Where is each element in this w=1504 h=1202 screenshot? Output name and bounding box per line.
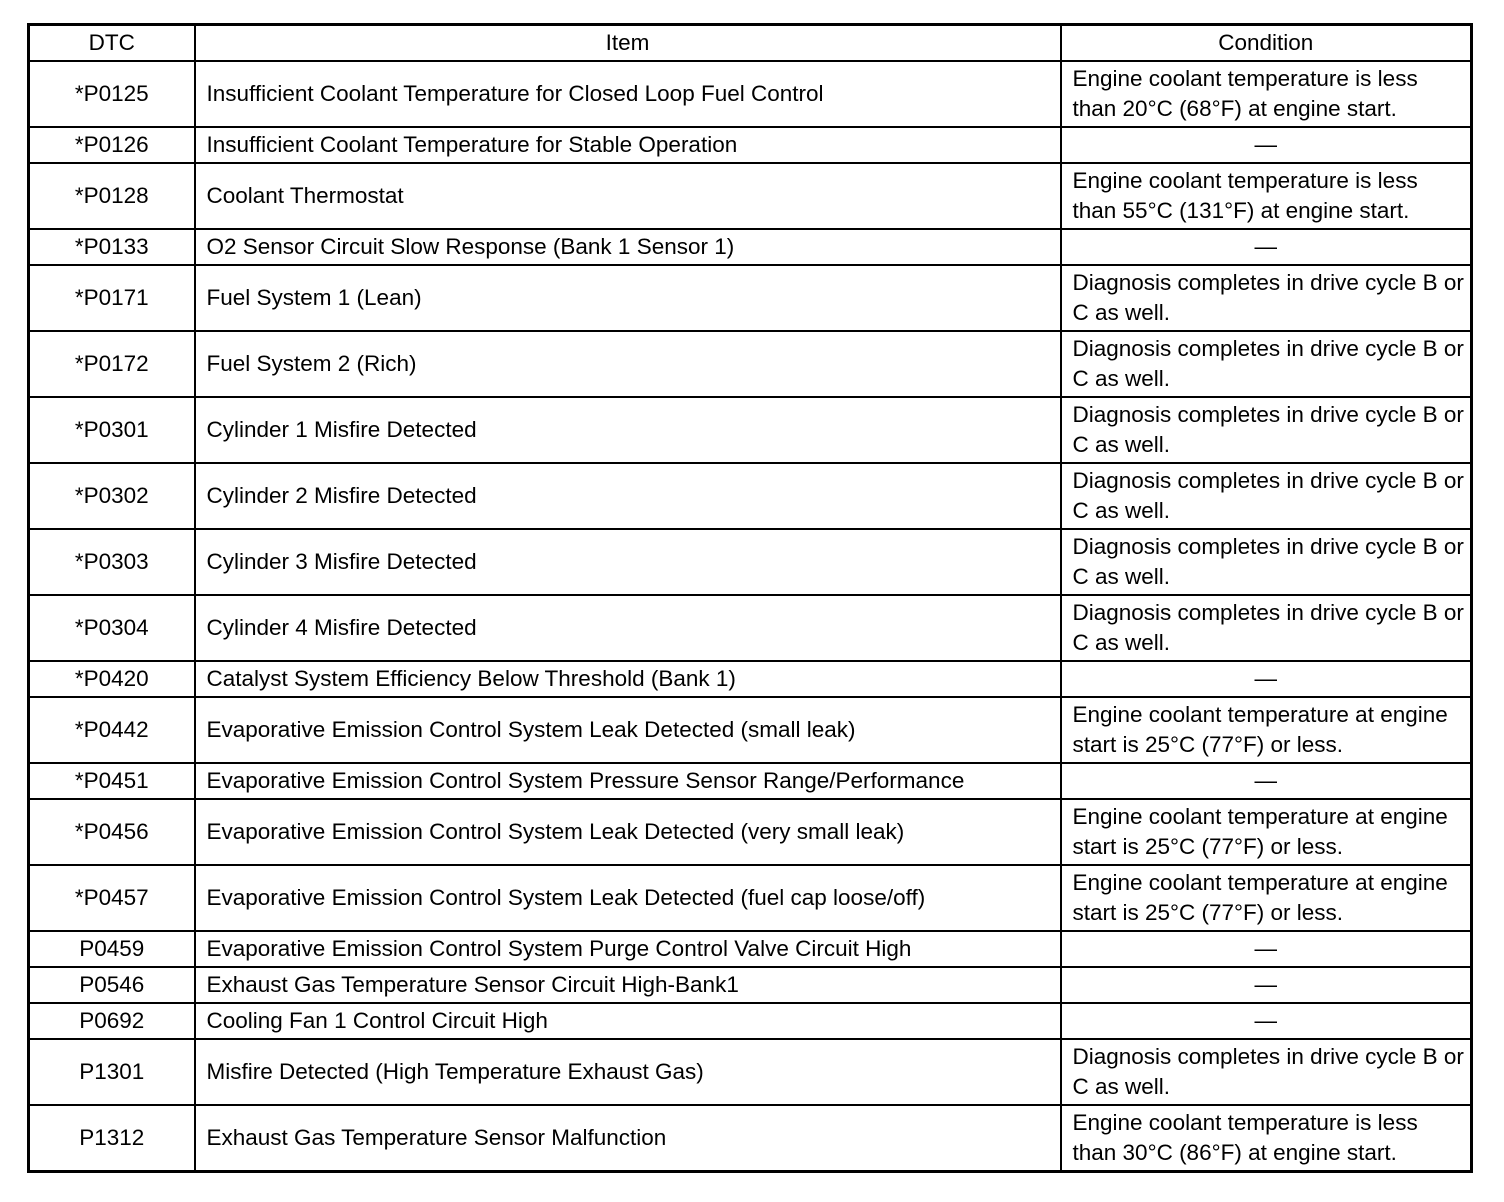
table-row [29,931,1472,967]
dtc-condition: Engine coolant temperature is less than 30°C (86°F) at engine start. [1061,1105,1472,1172]
table-row [29,1039,1472,1105]
dtc-table [27,23,1473,1173]
header-dtc: DTC [29,25,195,62]
dtc-item: Insufficient Coolant Temperature for Closed Loop Fuel Control [195,61,1061,127]
dtc-item: Catalyst System Efficiency Below Threshold (Bank 1) [195,661,1061,697]
dtc-condition: Diagnosis completes in drive cycle B or C as well. [1061,1039,1472,1105]
dtc-code: *P0133 [29,229,195,265]
header-row [29,25,1472,62]
table-row [29,595,1472,661]
dtc-code: *P0126 [29,127,195,163]
table-row [29,763,1472,799]
dtc-condition: — [1061,1003,1472,1039]
dtc-code: *P0303 [29,529,195,595]
table-row [29,1003,1472,1039]
dtc-item: Cooling Fan 1 Control Circuit High [195,1003,1061,1039]
dtc-condition: Diagnosis completes in drive cycle B or C as well. [1061,529,1472,595]
dtc-code: P1312 [29,1105,195,1172]
dtc-condition: — [1061,763,1472,799]
dtc-condition: — [1061,661,1472,697]
dtc-code: P0459 [29,931,195,967]
table-row [29,463,1472,529]
dtc-condition: Diagnosis completes in drive cycle B or C as well. [1061,595,1472,661]
dtc-item: Fuel System 2 (Rich) [195,331,1061,397]
dtc-item: Evaporative Emission Control System Leak Detected (small leak) [195,697,1061,763]
dtc-code: *P0302 [29,463,195,529]
dtc-code: *P0128 [29,163,195,229]
dtc-condition: — [1061,229,1472,265]
dtc-condition: — [1061,127,1472,163]
dtc-item: Evaporative Emission Control System Pressure Sensor Range/Performance [195,763,1061,799]
dtc-code: *P0457 [29,865,195,931]
dtc-condition: — [1061,967,1472,1003]
table-row [29,1105,1472,1172]
dtc-item: Misfire Detected (High Temperature Exhaust Gas) [195,1039,1061,1105]
table-row [29,127,1472,163]
dtc-condition: Engine coolant temperature is less than 55°C (131°F) at engine start. [1061,163,1472,229]
dtc-code: *P0420 [29,661,195,697]
dtc-item: Insufficient Coolant Temperature for Stable Operation [195,127,1061,163]
dtc-code: P0692 [29,1003,195,1039]
table-row [29,265,1472,331]
dtc-code: *P0442 [29,697,195,763]
dtc-code: *P0304 [29,595,195,661]
dtc-code: *P0171 [29,265,195,331]
table-row [29,397,1472,463]
dtc-condition: Diagnosis completes in drive cycle B or C as well. [1061,331,1472,397]
table-row [29,967,1472,1003]
table-row [29,799,1472,865]
dtc-item: Cylinder 1 Misfire Detected [195,397,1061,463]
table-body [29,61,1472,1172]
dtc-code: *P0172 [29,331,195,397]
table-row [29,61,1472,127]
dtc-condition: Engine coolant temperature at engine start is 25°C (77°F) or less. [1061,799,1472,865]
dtc-item: Evaporative Emission Control System Leak Detected (very small leak) [195,799,1061,865]
table-row [29,697,1472,763]
dtc-code: *P0125 [29,61,195,127]
dtc-condition: Diagnosis completes in drive cycle B or C as well. [1061,397,1472,463]
dtc-code: *P0456 [29,799,195,865]
dtc-item: Cylinder 3 Misfire Detected [195,529,1061,595]
dtc-code: *P0301 [29,397,195,463]
dtc-item: Coolant Thermostat [195,163,1061,229]
table-row [29,229,1472,265]
header-condition: Condition [1061,25,1472,62]
dtc-condition: Engine coolant temperature at engine start is 25°C (77°F) or less. [1061,697,1472,763]
dtc-item: Exhaust Gas Temperature Sensor Circuit High-Bank1 [195,967,1061,1003]
dtc-item: Fuel System 1 (Lean) [195,265,1061,331]
dtc-item: O2 Sensor Circuit Slow Response (Bank 1 Sensor 1) [195,229,1061,265]
dtc-condition: Diagnosis completes in drive cycle B or C as well. [1061,265,1472,331]
dtc-item: Cylinder 2 Misfire Detected [195,463,1061,529]
dtc-condition: — [1061,931,1472,967]
dtc-item: Exhaust Gas Temperature Sensor Malfunction [195,1105,1061,1172]
dtc-item: Evaporative Emission Control System Leak Detected (fuel cap loose/off) [195,865,1061,931]
dtc-condition: Engine coolant temperature at engine start is 25°C (77°F) or less. [1061,865,1472,931]
table-header [29,25,1472,62]
dtc-condition: Engine coolant temperature is less than 20°C (68°F) at engine start. [1061,61,1472,127]
dtc-condition: Diagnosis completes in drive cycle B or C as well. [1061,463,1472,529]
table-row [29,331,1472,397]
table-row [29,529,1472,595]
table-row [29,865,1472,931]
table-row [29,163,1472,229]
dtc-code: *P0451 [29,763,195,799]
dtc-code: P1301 [29,1039,195,1105]
table-row [29,661,1472,697]
dtc-item: Cylinder 4 Misfire Detected [195,595,1061,661]
header-item: Item [195,25,1061,62]
dtc-item: Evaporative Emission Control System Purge Control Valve Circuit High [195,931,1061,967]
dtc-code: P0546 [29,967,195,1003]
